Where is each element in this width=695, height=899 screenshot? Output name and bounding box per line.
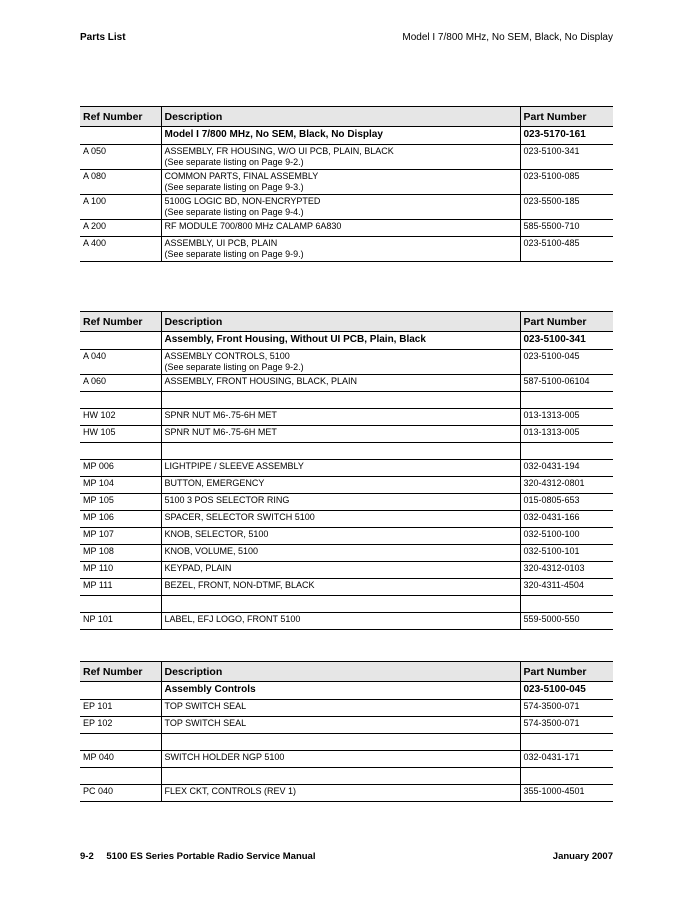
- ref-number: A 080: [80, 170, 161, 195]
- blank-row: [80, 734, 613, 751]
- table-row: [80, 170, 613, 195]
- table-row: [80, 237, 613, 262]
- empty-cell: [80, 127, 161, 145]
- table-row: [80, 785, 613, 802]
- description: TOP SWITCH SEAL: [164, 718, 247, 728]
- empty-cell: [161, 392, 520, 409]
- table-row: [80, 145, 613, 170]
- description: SPACER, SELECTOR SWITCH 5100: [164, 512, 315, 522]
- part-number: 320-4312-0103: [520, 562, 613, 579]
- column-header: Ref Number: [80, 312, 161, 332]
- description: 5100 3 POS SELECTOR RING: [164, 495, 290, 505]
- description-note: (See separate listing on Page 9-9.): [164, 249, 304, 259]
- manual-title: 5100 ES Series Portable Radio Service Manual: [106, 851, 316, 862]
- part-number: 574-3500-071: [520, 717, 613, 734]
- description-cell: [161, 409, 520, 426]
- table-row: [80, 494, 613, 511]
- description-cell: [161, 237, 520, 262]
- column-header: Ref Number: [80, 107, 161, 127]
- description-note: (See separate listing on Page 9-2.): [164, 362, 304, 372]
- part-number: 032-0431-166: [520, 511, 613, 528]
- description: KEYPAD, PLAIN: [164, 563, 232, 573]
- empty-cell: [520, 392, 613, 409]
- empty-cell: [161, 443, 520, 460]
- table-row: [80, 528, 613, 545]
- description: FLEX CKT, CONTROLS (REV 1): [164, 786, 297, 796]
- table-row: [80, 511, 613, 528]
- part-number: 585-5500-710: [520, 220, 613, 237]
- table-row: [80, 751, 613, 768]
- assembly-title: Model I 7/800 MHz, No SEM, Black, No Display: [161, 127, 520, 145]
- table-row: [80, 477, 613, 494]
- table-header-row: [80, 107, 613, 127]
- page-header-model: Model I 7/800 MHz, No SEM, Black, No Display: [402, 32, 613, 43]
- table-row: [80, 426, 613, 443]
- ref-number: MP 111: [80, 579, 161, 596]
- part-number: 023-5100-045: [520, 350, 613, 375]
- description-cell: [161, 785, 520, 802]
- parts-table: [80, 661, 613, 802]
- assembly-part-number: 023-5100-341: [520, 332, 613, 350]
- ref-number: MP 106: [80, 511, 161, 528]
- ref-number: MP 110: [80, 562, 161, 579]
- description-cell: [161, 579, 520, 596]
- part-number: 587-5100-06104: [520, 375, 613, 392]
- part-number: 013-1313-005: [520, 426, 613, 443]
- part-number: 023-5100-341: [520, 145, 613, 170]
- description: SWITCH HOLDER NGP 5100: [164, 752, 285, 762]
- description: SPNR NUT M6-.75-6H MET: [164, 410, 277, 420]
- table-row: [80, 460, 613, 477]
- parts-table: [80, 106, 613, 262]
- description: SPNR NUT M6-.75-6H MET: [164, 427, 277, 437]
- page-header-section: Parts List: [80, 32, 126, 43]
- part-number: 574-3500-071: [520, 700, 613, 717]
- part-number: 032-0431-171: [520, 751, 613, 768]
- empty-cell: [520, 734, 613, 751]
- empty-cell: [80, 443, 161, 460]
- column-header: Description: [161, 312, 520, 332]
- part-number: 559-5000-550: [520, 613, 613, 630]
- assembly-title-row: [80, 682, 613, 700]
- empty-cell: [520, 768, 613, 785]
- part-number: 355-1000-4501: [520, 785, 613, 802]
- description-note: (See separate listing on Page 9-3.): [164, 182, 304, 192]
- assembly-title-row: [80, 127, 613, 145]
- ref-number: MP 040: [80, 751, 161, 768]
- description: KNOB, SELECTOR, 5100: [164, 529, 269, 539]
- description-cell: [161, 460, 520, 477]
- column-header: Part Number: [520, 312, 613, 332]
- description-cell: [161, 195, 520, 220]
- part-number: 023-5100-485: [520, 237, 613, 262]
- page-footer-left: [80, 851, 315, 862]
- ref-number: MP 105: [80, 494, 161, 511]
- part-number: 320-4312-0801: [520, 477, 613, 494]
- description-cell: [161, 700, 520, 717]
- page-footer-date: January 2007: [552, 851, 613, 862]
- description: LIGHTPIPE / SLEEVE ASSEMBLY: [164, 461, 304, 471]
- ref-number: NP 101: [80, 613, 161, 630]
- description-cell: [161, 511, 520, 528]
- part-number: 023-5100-085: [520, 170, 613, 195]
- description: TOP SWITCH SEAL: [164, 701, 247, 711]
- table-row: [80, 545, 613, 562]
- description: ASSEMBLY, FRONT HOUSING, BLACK, PLAIN: [164, 376, 358, 386]
- assembly-part-number: 023-5170-161: [520, 127, 613, 145]
- table-row: [80, 613, 613, 630]
- assembly-part-number: 023-5100-045: [520, 682, 613, 700]
- table-header-row: [80, 312, 613, 332]
- ref-number: A 200: [80, 220, 161, 237]
- column-header: Ref Number: [80, 662, 161, 682]
- empty-cell: [80, 596, 161, 613]
- table-row: [80, 350, 613, 375]
- description-cell: [161, 562, 520, 579]
- ref-number: A 050: [80, 145, 161, 170]
- description-cell: [161, 494, 520, 511]
- empty-cell: [80, 734, 161, 751]
- description: ASSEMBLY, UI PCB, PLAIN: [164, 238, 278, 248]
- ref-number: EP 101: [80, 700, 161, 717]
- blank-row: [80, 392, 613, 409]
- ref-number: MP 108: [80, 545, 161, 562]
- blank-row: [80, 768, 613, 785]
- description: ASSEMBLY CONTROLS, 5100: [164, 351, 290, 361]
- part-number: 032-5100-100: [520, 528, 613, 545]
- part-number: 032-5100-101: [520, 545, 613, 562]
- description-cell: [161, 426, 520, 443]
- table-row: [80, 195, 613, 220]
- table-header-row: [80, 662, 613, 682]
- description: COMMON PARTS, FINAL ASSEMBLY: [164, 171, 319, 181]
- column-header: Description: [161, 107, 520, 127]
- part-number: 015-0805-653: [520, 494, 613, 511]
- description-cell: [161, 350, 520, 375]
- column-header: Part Number: [520, 662, 613, 682]
- table-row: [80, 579, 613, 596]
- ref-number: HW 105: [80, 426, 161, 443]
- description-cell: [161, 528, 520, 545]
- empty-cell: [80, 768, 161, 785]
- empty-cell: [520, 443, 613, 460]
- empty-cell: [80, 392, 161, 409]
- description: RF MODULE 700/800 MHz CALAMP 6A830: [164, 221, 342, 231]
- table-row: [80, 717, 613, 734]
- ref-number: MP 104: [80, 477, 161, 494]
- column-header: Description: [161, 662, 520, 682]
- table-row: [80, 562, 613, 579]
- empty-cell: [161, 768, 520, 785]
- empty-cell: [161, 596, 520, 613]
- empty-cell: [80, 332, 161, 350]
- empty-cell: [80, 682, 161, 700]
- description: BUTTON, EMERGENCY: [164, 478, 265, 488]
- description-note: (See separate listing on Page 9-2.): [164, 157, 304, 167]
- description: LABEL, EFJ LOGO, FRONT 5100: [164, 614, 301, 624]
- description: 5100G LOGIC BD, NON-ENCRYPTED: [164, 196, 321, 206]
- description: ASSEMBLY, FR HOUSING, W/O UI PCB, PLAIN, BLACK: [164, 146, 394, 156]
- description-cell: [161, 375, 520, 392]
- description-cell: [161, 717, 520, 734]
- assembly-title: Assembly, Front Housing, Without UI PCB, Plain, Black: [161, 332, 520, 350]
- parts-table: [80, 311, 613, 630]
- empty-cell: [520, 596, 613, 613]
- table-row: [80, 375, 613, 392]
- ref-number: A 040: [80, 350, 161, 375]
- empty-cell: [161, 734, 520, 751]
- column-header: Part Number: [520, 107, 613, 127]
- table-row: [80, 700, 613, 717]
- ref-number: A 060: [80, 375, 161, 392]
- ref-number: MP 006: [80, 460, 161, 477]
- ref-number: MP 107: [80, 528, 161, 545]
- ref-number: EP 102: [80, 717, 161, 734]
- part-number: 013-1313-005: [520, 409, 613, 426]
- part-number: 320-4311-4504: [520, 579, 613, 596]
- description-cell: [161, 751, 520, 768]
- page-number: 9-2: [80, 851, 94, 862]
- description-cell: [161, 477, 520, 494]
- blank-row: [80, 443, 613, 460]
- description-cell: [161, 145, 520, 170]
- ref-number: PC 040: [80, 785, 161, 802]
- description-note: (See separate listing on Page 9-4.): [164, 207, 304, 217]
- assembly-title: Assembly Controls: [161, 682, 520, 700]
- part-number: 023-5500-185: [520, 195, 613, 220]
- description-cell: [161, 170, 520, 195]
- ref-number: A 400: [80, 237, 161, 262]
- table-row: [80, 220, 613, 237]
- description: BEZEL, FRONT, NON-DTMF, BLACK: [164, 580, 315, 590]
- ref-number: A 100: [80, 195, 161, 220]
- blank-row: [80, 596, 613, 613]
- assembly-title-row: [80, 332, 613, 350]
- ref-number: HW 102: [80, 409, 161, 426]
- part-number: 032-0431-194: [520, 460, 613, 477]
- description-cell: [161, 220, 520, 237]
- description-cell: [161, 545, 520, 562]
- description-cell: [161, 613, 520, 630]
- description: KNOB, VOLUME, 5100: [164, 546, 259, 556]
- table-row: [80, 409, 613, 426]
